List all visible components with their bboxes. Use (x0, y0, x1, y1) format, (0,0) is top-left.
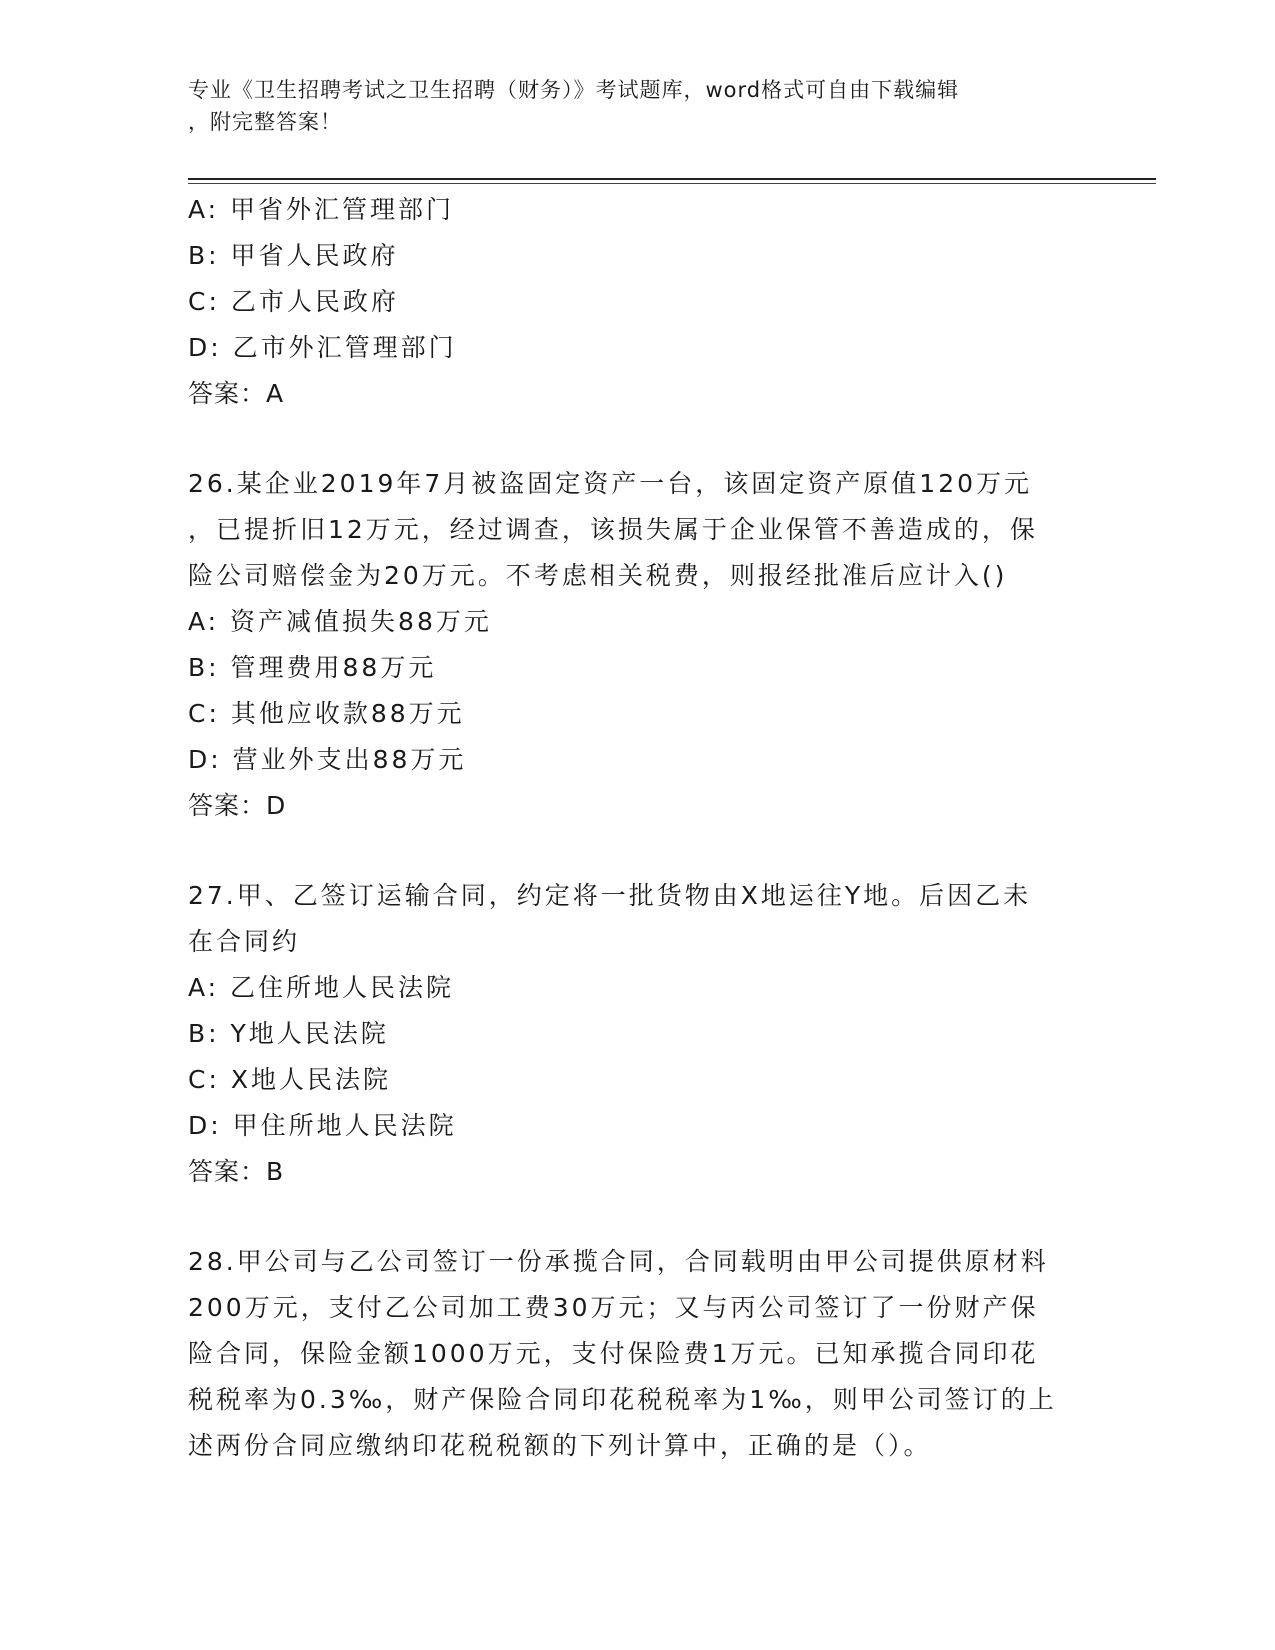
spacer (188, 1195, 1088, 1239)
header-line-1: 专业《卫生招聘考试之卫生招聘（财务）》考试题库，word格式可自由下载编辑 (188, 78, 960, 102)
spacer (188, 829, 1088, 873)
option-a: A: 甲省外汇管理部门 (188, 195, 455, 224)
question-28 (188, 1239, 1088, 1469)
question-stem-line: 28.甲公司与乙公司签订一份承揽合同，合同载明由甲公司提供原材料 (188, 1247, 1049, 1276)
header-divider-thin (188, 183, 1156, 184)
question-stem-line: 200万元，支付乙公司加工费30万元；又与丙公司签订了一份财产保 (188, 1293, 1039, 1322)
spacer (188, 417, 1088, 461)
question-26 (188, 461, 1088, 829)
question-stem-line: 27.甲、乙签订运输合同，约定将一批货物由X地运往Y地。后因乙未 (188, 881, 1032, 910)
option-b: B: 甲省人民政府 (188, 241, 399, 270)
question-stem-line: 述两份合同应缴纳印花税税额的下列计算中，正确的是（）。 (188, 1431, 932, 1460)
document-body (188, 187, 1088, 1469)
question-stem-line: 在合同约 (188, 927, 301, 956)
option-d: D: 营业外支出88万元 (188, 745, 467, 774)
answer: 答案：D (188, 791, 287, 820)
option-a: A: 资产减值损失88万元 (188, 607, 492, 636)
header-divider (188, 178, 1156, 180)
answer: 答案：A (188, 379, 285, 408)
option-d: D: 乙市外汇管理部门 (188, 333, 457, 362)
option-a: A: 乙住所地人民法院 (188, 973, 455, 1002)
question-stem-line: 税税率为0.3‰，财产保险合同印花税税率为1‰，则甲公司签订的上 (188, 1385, 1057, 1414)
question-27 (188, 873, 1088, 1195)
question-stem-line: ，已提折旧12万元，经过调查，该损失属于企业保管不善造成的，保 (188, 515, 1038, 544)
option-b: B: Y地人民法院 (188, 1019, 389, 1048)
option-b: B: 管理费用88万元 (188, 653, 437, 682)
question-stem-line: 26.某企业2019年7月被盗固定资产一台，该固定资产原值120万元 (188, 469, 1033, 498)
question-stem-line: 险公司赔偿金为20万元。不考虑相关税费，则报经批准后应计入() (188, 561, 1008, 590)
question-stem-line: 险合同，保险金额1000万元，支付保险费1万元。已知承揽合同印花 (188, 1339, 1039, 1368)
option-c: C: X地人民法院 (188, 1065, 391, 1094)
option-c: C: 乙市人民政府 (188, 287, 399, 316)
document-header (188, 74, 1078, 138)
question-25 (188, 187, 1088, 417)
answer: 答案：B (188, 1157, 285, 1186)
header-line-2: ，附完整答案！ (188, 110, 342, 134)
option-d: D: 甲住所地人民法院 (188, 1111, 457, 1140)
option-c: C: 其他应收款88万元 (188, 699, 465, 728)
